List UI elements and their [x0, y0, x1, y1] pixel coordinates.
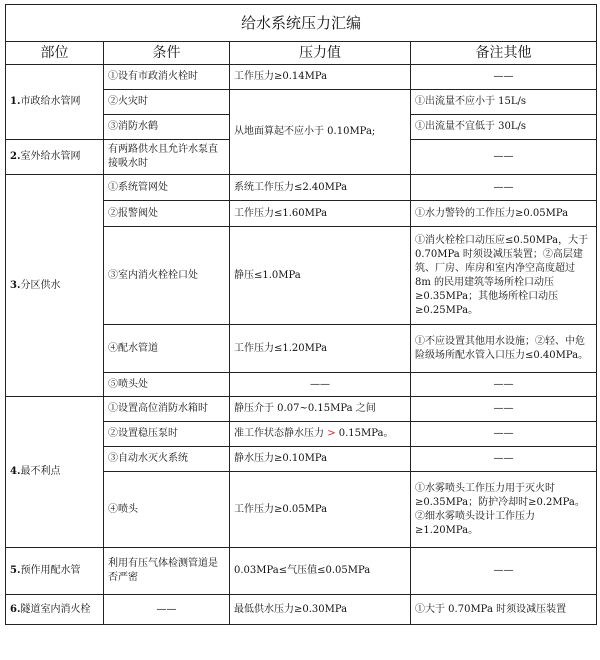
pressure-r1: 工作压力≥0.14MPa	[230, 65, 411, 90]
note-r3: ①出流量不宜低于 30L/s	[411, 115, 597, 140]
cond-r11: ②设置稳压泵时	[104, 422, 230, 447]
cond-r4: 有两路供水且允许水泵直接吸水时	[104, 140, 230, 175]
note-r2: ①出流量不应小于 15L/s	[411, 90, 597, 115]
greater-than-sign: >	[327, 428, 336, 439]
note-r8: ①不应设置其他用水设施；②轻、中危险级场所配水管入口压力≤0.40MPa。	[411, 325, 597, 373]
note-r15: ①大于 0.70MPa 时须设减压装置	[411, 595, 597, 625]
pressure-r14: 0.03MPa≤气压值≤0.05MPa	[230, 548, 411, 595]
pressure-r9: ——	[230, 373, 411, 397]
cond-r14: 利用有压气体检测管道是否严密	[104, 548, 230, 595]
cond-r13: ④喷头	[104, 472, 230, 548]
pressure-r8: 工作压力≤1.20MPa	[230, 325, 411, 373]
cond-r5: ①系统管网处	[104, 175, 230, 201]
cond-r12: ③自动水灭火系统	[104, 447, 230, 472]
pressure-r15: 最低供水压力≥0.30MPa	[230, 595, 411, 625]
pressure-summary-table	[5, 4, 597, 625]
cond-r2: ②火灾时	[104, 90, 230, 115]
pressure-r12: 静水压力≥0.10MPa	[230, 447, 411, 472]
note-r12: ——	[411, 447, 597, 472]
note-r6: ①水力警铃的工作压力≥0.05MPa	[411, 201, 597, 227]
section-1: 1.市政给水管网	[6, 65, 104, 140]
note-r11: ——	[411, 422, 597, 447]
pressure-r7: 静压≤1.0MPa	[230, 227, 411, 325]
section-3: 3.分区供水	[6, 175, 104, 397]
note-r5: ——	[411, 175, 597, 201]
pressure-r5: 系统工作压力≤2.40MPa	[230, 175, 411, 201]
table-title: 给水系统压力汇编	[6, 5, 597, 42]
section-5: 5.预作用配水管	[6, 548, 104, 595]
cond-r8: ④配水管道	[104, 325, 230, 373]
header-notes: 备注其他	[411, 42, 597, 65]
note-r7: ①消火栓栓口动压应≤0.50MPa，大于 0.70MPa 时须设减压装置；②高层建筑、厂房、库房和室内净空高度超过 8m 的民用建筑等场所栓口动压≥0.35MPa；其他场所栓口动压≥0.25MPa。	[411, 227, 597, 325]
note-r14: ——	[411, 548, 597, 595]
section-4: 4.最不利点	[6, 397, 104, 548]
cond-r1: ①设有市政消火栓时	[104, 65, 230, 90]
cond-r7: ③室内消火栓栓口处	[104, 227, 230, 325]
note-r4: ——	[411, 140, 597, 175]
section-2: 2.室外给水管网	[6, 140, 104, 175]
pressure-r13: 工作压力≥0.05MPa	[230, 472, 411, 548]
cond-r10: ①设置高位消防水箱时	[104, 397, 230, 422]
pressure-r11: 准工作状态静水压力 > 0.15MPa。	[230, 422, 411, 447]
header-pressure: 压力值	[230, 42, 411, 65]
section-6: 6.隧道室内消火栓	[6, 595, 104, 625]
pressure-r10: 静压介于 0.07~0.15MPa 之间	[230, 397, 411, 422]
note-r10: ——	[411, 397, 597, 422]
header-condition: 条件	[104, 42, 230, 65]
cond-r15: ——	[104, 595, 230, 625]
cond-r3: ③消防水鹤	[104, 115, 230, 140]
header-location: 部位	[6, 42, 104, 65]
note-r13: ①水雾喷头工作压力用于灭火时≥0.35MPa；防护冷却时≥0.2MPa。②细水雾喷头设计工作压力≥1.20MPa。	[411, 472, 597, 548]
cond-r6: ②报警阀处	[104, 201, 230, 227]
pressure-merged: 从地面算起不应小于 0.10MPa;	[230, 90, 411, 175]
note-r1: ——	[411, 65, 597, 90]
note-r9: ——	[411, 373, 597, 397]
pressure-r6: 工作压力≤1.60MPa	[230, 201, 411, 227]
cond-r9: ⑤喷头处	[104, 373, 230, 397]
